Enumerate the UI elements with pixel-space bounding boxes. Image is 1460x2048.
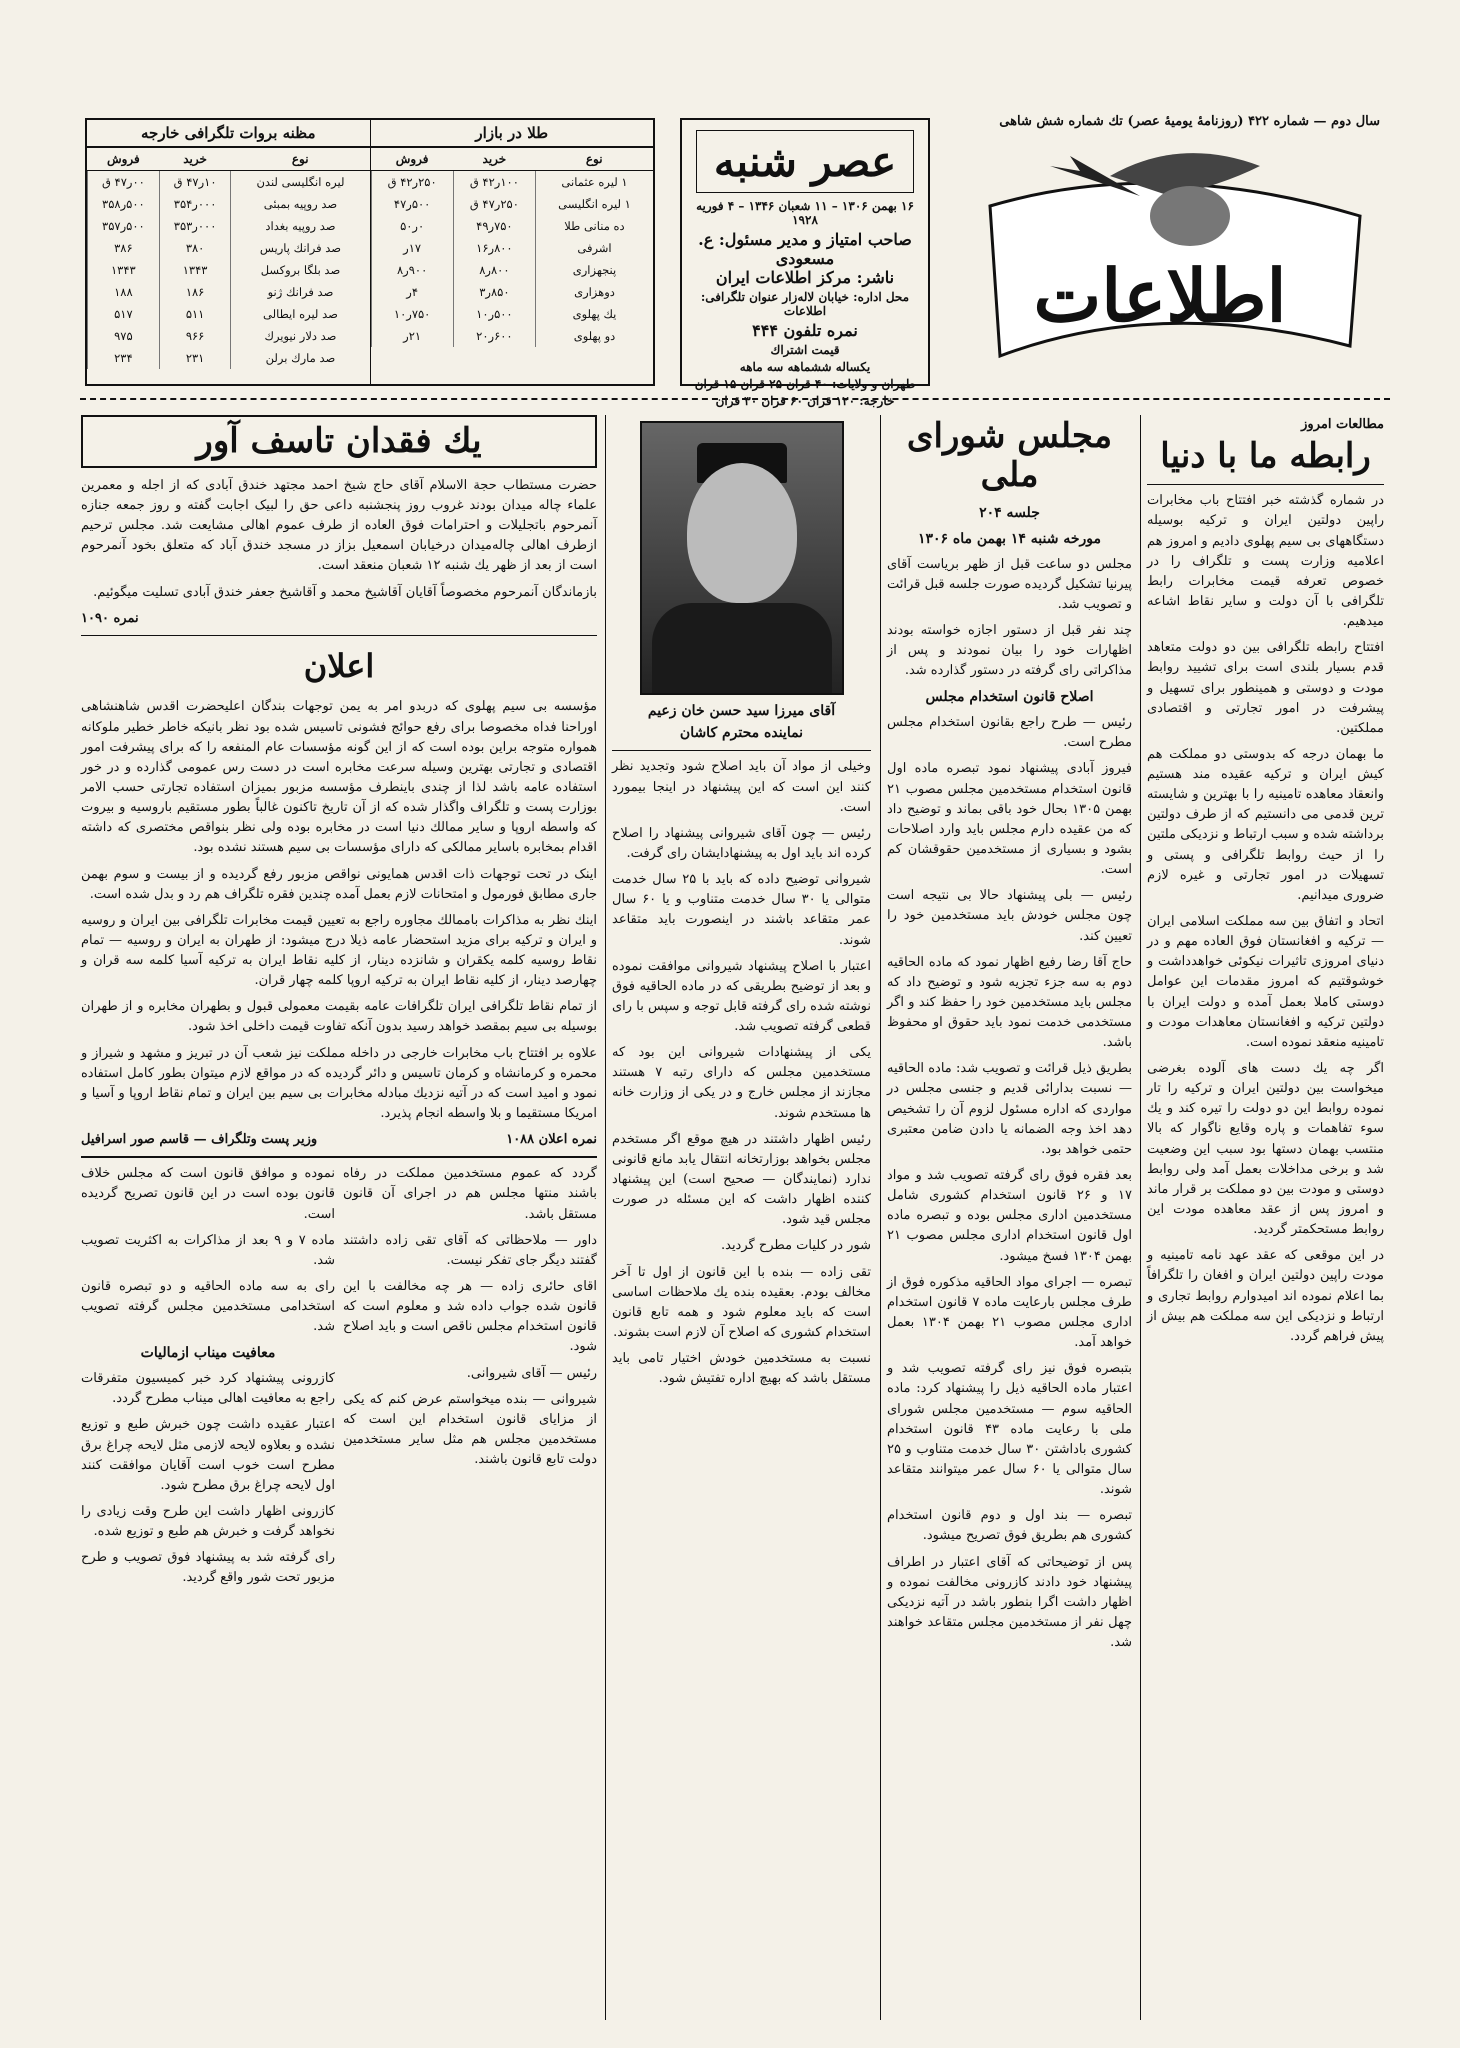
fx-table-cell: ۰۰۰ر۳۵۳ [159,215,231,237]
gold-table-row [371,237,653,259]
gold-table-cell: ۸۰۰ر۸ [453,259,535,281]
fx-table-cell: ۵۰۰ر۳۵۷ [88,215,160,237]
parliament-continued-paragraph: اعتبار با اصلاح پیشنهاد شیروانی موافقت نموده و بعد از توضیح بطریقی که در ماده الحاقیه فوق نوشته شده رای گرفته قابل توجه و سپس با رای قطعی گرفته تصویب شد. [612,958,871,1035]
parliament-continued-paragraph: رئیس اظهار داشتند در هیچ موقع اگر مستخدم مجلس بخواهد بوزارتخانه انتقال یابد مانع قانونی ندارد (نمایندگان — صحیح است) این پیشنهاد کننده اظهار داشت که این مسئله در صورت مجلس قید شود. [612,1131,871,1228]
parliament-paragraph: رئیس — طرح راجع بقانون استخدام مجلس مطرح است. [887,715,1132,751]
portrait-photo [640,421,844,695]
notice-signature: وزیر پست وتلگراف — قاسم صور اسرافیل [81,1132,318,1148]
subscription-label: قیمت اشتراك [770,343,840,357]
fx-table-title: مظنه بروات تلگرافی خارجه [87,120,370,148]
gold-table-row [371,193,653,215]
debate-paragraph: ماده ۷ و ۹ بعد از مذاکرات به اکثریت تصویب شد. [81,1232,335,1268]
gold-table-cell: ۹۰۰ر۸ [371,259,453,281]
parliament-paragraph: فیروز آبادی پیشنهاد نمود تبصره ماده اول قانون استخدام مستخدمین مجلس مصوب ۲۱ بهمن ۱۳۰۵ بحال خود باقی بماند و توضیح داد که من عقیده دارم مجلس باید وارد اصلاحات بشود و بسیاری از مستخدمین حقوقشان کم است. [887,761,1132,878]
session-number: جلسه ۲۰۴ [979,505,1040,522]
lower-right-text [343,1164,597,1594]
parliament-paragraph: تبصره — اجرای مواد الحاقیه مذکوره فوق از طرف مجلس بارعایت ماده ۷ قانون استخدام اداری مجلس مصوب ۲۱ بهمن ۱۳۰۴ بعمل خواهد آمد. [887,1274,1132,1351]
debate-paragraph: شیروانی — بنده میخواستم عرض کنم که یکی از مزایای قانون استخدام این است که مستخدمین مجلس هم مثل سایر مستخدمین دولت تابع قانون باشند. [343,1391,597,1468]
fx-table-cell: صد دلار نیویرك [231,325,370,347]
parliament-continued-paragraph: وخیلی از مواد آن باید اصلاح شود وتجدید نظر کنند این است که این پیشنهاد در اینجا بیمورد است. [612,759,871,815]
parliament-continued-paragraph: تقی زاده — بنده با این قانون از اول تا آخر مخالف بودم. بعقیده بنده یك ملاحظات اساسی است که باید معلوم شود و همه تابع قانون استخدام کشوری که اصلاح آن لازم است بشوند. [612,1264,871,1341]
gold-table-cell: ۵۰۰ر۱۰ [453,303,535,325]
gold-table-cell: ۱۰۰ر۴۲ ق [453,171,535,194]
notice-paragraph: اینك نظر به مذاکرات باممالك مجاوره راجع به تعیین قیمت مخابرات تلگرافی بین ایران و روسیه و ایران و ترکیه برای مزید استحضار عامه ذیلا درج میشود: از طهران به ایران و روسیه — تمام نقاط روسیه کلمه یکقران و شانزده دینار، از کلیه نقاط ایران به ترکیه آسیا کلمه سه قران و چهارصد دینار، از کلیه نقاط ایران به ترکیه اروپا کلمه چهار قران. [81,912,597,989]
notice-paragraph: اینک در تحت توجهات ذات اقدس همایونی نواقص مزبور رفع گردیده و از بیست و سوم بهمن جاری مطابق فورمول و امتحانات لازم بعمل آمده چندین فقره تلگراف هم رد و بدل شده است. [81,866,597,902]
gold-table-cell: ۱۷ر [371,237,453,259]
gold-table-cell: اشرفی [535,237,653,259]
parliament-continued-paragraph: نسبت به مستخدمین خودش اختیار تامی باید مستقل باشد که بهیچ اداره تفتیش شود. [612,1351,871,1387]
debate-paragraph: رئیس — آقای شیروانی. [466,1365,597,1381]
relations-paragraph: در این موقعی که عقد عهد نامه تامینیه و مودت راپین دولتین ایران و افغان را تلگرافاً بما اعلام نموده اند امیدوارم روابط تجاری و ارتباط و نزدیکی این سه مملکت هم بیش از پیش فراهم گردد. [1147,1248,1384,1344]
angel-logo-icon [960,136,1380,386]
notice-headline: اعلان [303,646,375,685]
fx-table-cell: ۲۳۱ [159,347,231,369]
gold-table-cell: پنجهزاری [535,259,653,281]
fx-table-cell: صد روپیه بمبئی [231,193,370,215]
relations-headline: رابطه ما با دنیا [1160,436,1371,477]
parliament-paragraph: رئیس — بلی پیشنهاد حالا بی نتیجه است چون مجلس خودش باید مستخدمین خود را تعیین کند. [887,888,1132,944]
gold-col-type: نوع [535,148,653,171]
fx-table-cell: صد روپیه بغداد [231,215,370,237]
fx-table-cell: ۲۳۴ [88,347,160,369]
subscription-abroad: خارجه: ۱۲۰ قران ۶۰ قران ۳۰ قران [715,394,895,408]
fx-table-cell: ۳۸۰ [159,237,231,259]
notice-paragraph: از تمام نقاط تلگرافی ایران تلگرافات عامه بقیمت معمولی قبول و بطهران مخابره و از طهران بوسیله بی سیم بمقصد خواهد رسید بدون آنکه تفاوت قیمت داخلی اخذ شود. [81,999,597,1035]
gold-table-cell: ۴ر [371,281,453,303]
fx-table-cell: ۱۸۶ [159,281,231,303]
obituary-number: نمره ۱۰۹۰ [81,610,139,626]
parliament-paragraph: بعد فقره فوق رای گرفته تصویب شد و مواد ۱۷ و ۲۶ قانون استخدام کشوری شامل مستخدمین اداری مجلس بوده و تبصره ماده اول قانون استخدام اداری مجلس مصوب ۲۱ بهمن ۱۳۰۴ فسخ میشود. [887,1168,1132,1264]
column-relations [1140,415,1390,2020]
masthead-info-box [680,118,930,408]
gold-table-cell: ۸۵۰ر۳ [453,281,535,303]
gold-table-cell: ۲۵۰ر۴۷ ق [453,193,535,215]
fx-table-cell: صد مارك برلن [231,347,370,369]
notice-paragraph: علاوه بر افتتاح باب مخابرات خارجی در داخله مملکت نیز شعب آن در تبریز و مشهد و شیراز و محمره و کرمانشاه و کرمان تاسیس و دائر گردیده که در مواقع لازم میتوان بطور کامل استفاده نمود و امید است که در آتیه نزدیك مبادله مخابرات بی سیم بین ایران و تمام نقاط اروپا و آسیا و امریکا مستقیما و بلا واسطه انجام پذیرد. [81,1045,597,1122]
fx-col-type: نوع [231,148,370,171]
lower-left-text [81,1164,335,1594]
fx-table-row [88,281,370,303]
gold-table-cell: یك پهلوی [535,303,653,325]
parliament-paragraph: تبصره — بند اول و دوم قانون استخدام کشوری هم بطریق فوق تصریح میشود. [887,1508,1132,1544]
parliament-continued-paragraph: شور در کلیات مطرح گردید. [720,1238,871,1254]
fx-table-cell: لیره انگلیسی لندن [231,171,370,194]
minab-paragraph: رای گرفته شد به پیشنهاد فوق تصویب و طرح مزبور تحت شور واقع گردید. [81,1550,335,1586]
price-tables [85,118,655,386]
issue-line: سال دوم — شماره ۴۲۲ (روزنامهٔ یومیهٔ عصر) تك شماره شش شاهی [999,114,1380,129]
parliament-paragraph: چند نفر قبل از دستور اجازه خواسته بودند اظهارات خود را بیان نمودند و پس از مذاکراتی رای گرفته در دستور گذارده شد. [887,622,1132,679]
relations-paragraph: اگر چه یك دست های آلوده بغرضی میخواست بین دولتین ایران و ترکیه را تار نموده روابط این دو دولت را تیره کند و یك سوء تفاهمات و پاره وقایع ناگوار که بالا منتسب بهمان دستها بود سبب این وضعیت شد و برخی مداخلات بعمل آمد ولی روابط دوستی و مودت بین دو مملکت بر قرار ماند و امروز پس از عقد معاهده مودت این روابط مستحکمتر گردید. [1147,1061,1384,1238]
gold-table-cell: دو پهلوی [535,325,653,347]
parliament-headline: مجلس شورای ملی [906,416,1113,496]
parliament-continued-paragraph: یکی از پیشنهادات شیروانی این بود که مستخدمین مجلس که دارای رتبه ۷ هستند مجازند از مجلس خارج و در یکی از وزارت خانه ها مستخدم شوند. [612,1045,871,1121]
fx-table-row [88,171,370,194]
gold-table-cell: ۸۰۰ر۱۶ [453,237,535,259]
fx-table-cell: ۵۰۰ر۳۵۸ [88,193,160,215]
fx-table-row [88,303,370,325]
masthead-divider [80,398,1390,400]
fx-col-sell: فروش [88,148,160,171]
subscription-header: یکساله ششماهه سه ماهه [739,360,871,374]
obituary-paragraph: حضرت مستطاب حجة الاسلام آقای حاج شیخ احمد مجتهد خندق آبادی که از اجله و معمرین علماء چاله میدان بودند غروب روز پنجشنبه داعی حق را لبیک اجابت گفته و روز جمعه جنازه آنمرحوم باتجلیلات و احترامات فوق العاده از طرف عموم اهالی مشایعت شد. مجلس ترحیم ازطرف اهالی چاله‌میدان درخیابان اسمعیل بزاز در مسجد خندق آباد که متعلق بخود آنمرحوم است از بعد از ظهر یك شنبه ۱۲ شعبان منعقد است. [81,477,597,574]
gold-table-cell: ۶۰۰ر۲۰ [453,325,535,347]
fx-table-cell: ۱۳۴۳ [88,259,160,281]
gold-table-cell: ۲۱ر [371,325,453,347]
owner-line: صاحب امتیاز و مدیر مسئول: ع. مسعودی [698,230,912,268]
minab-tax-subhead: معافیت میناب ازمالیات [140,1345,276,1362]
minab-paragraph: اعتبار عقیده داشت چون خبرش طبع و توزیع نشده و بعلاوه لایحه لازمی مثل لایحه چراغ برق مطرح است خوب است آقایان موافقت کنند اول لایحه چراغ برق مطرح شود. [81,1417,335,1493]
gold-table-cell: ۱ لیره عثمانی [535,171,653,194]
notice-paragraph: مؤسسه بی سیم پهلوی که دربدو امر به یمن توجهات بندگان اعلیحضرت اقدس شاهنشاهی اوراحنا فداه مخصوصا برای رفع حوائج فشونی تاسیس شده بود نظر بانیکه خاطر خطیر ملوکانه همواره متوجه براین بوده است که از این گونه مؤسسات عام المنفعه را که برای پیشرفت امور اقتصادی و تجارتی بهترین وسیله سرعت مخابره است در دست رس عمومی گذارده و در خور استفاده عامه باشد لذا از چندی باینطرف مؤسسه مزبور بمیزان استفاده تجارتی حسب الامر بوزارت پست و تلگراف واگذار شده که از آن تاریخ تاکنون غالباً بطور مستقیم باروسیه و بیروت که واسطه اروپا و سایر ممالك دنیا است در مخابره بوده ولی نظر بنواقص مختصری که داشته اقدام بمخابره باسایر ممالکی که دارای مؤسسات بی سیم هستند نشده بود. [81,699,597,856]
debate-paragraph: داور — ملاحظاتی که آقای تقی زاده داشتند گفتند دیگر جای تفکر نیست. [343,1232,597,1268]
parliament-continued-paragraph: رئیس — چون آقای شیروانی پیشنهاد را اصلاح کرده اند باید اول به پیشنهادایشان رای گرفت. [612,825,871,861]
fx-table-cell: ۱۰ر۴۷ ق [159,171,231,194]
gold-table-cell: ۰ر۵۰ [371,215,453,237]
gold-col-sell: فروش [371,148,453,171]
gold-table-row [371,259,653,281]
gold-table-cell: ۷۵۰ر۴۹ [453,215,535,237]
fx-table-cell: ۰۰ر۴۷ ق [88,171,160,194]
column-portrait [605,415,877,2020]
column-kicker: مطالعات امروز [1301,417,1384,432]
fx-table-cell: صد لیره ایطالی [231,303,370,325]
parliament-paragraph: مجلس دو ساعت قبل از ظهر بریاست آقای پیرنیا تشکیل گردیده صورت جلسه قبل قرائت و تصویب شد. [887,556,1132,612]
fx-table-row [88,259,370,281]
phone-line: نمره تلفون ۴۴۴ [752,321,858,340]
parliament-paragraph: بطریق ذیل قرائت و تصویب شد: ماده الحاقیه — نسبت بدارائی قدیم و جنسی مجلس در مواردی که اداره مسئول لزوم آن را تشخیص دهد اخذ وجه الضمانه یا دادن ضامن معتبری حتمی خواهد بود. [887,1061,1132,1157]
fx-table-row [88,347,370,369]
column-parliament [880,415,1138,2020]
fx-col-buy: خرید [159,148,231,171]
debate-paragraph: نموده و موافق قانون است که مجلس خلاف قانون بوده است در این قانون تصریح گردیده است. [81,1166,335,1222]
debate-paragraph: رای به سه ماده الحاقیه و دو تبصره قانون استخدامی مستخدمین مجلس گرفته تصویب شد. [81,1279,335,1335]
parliament-paragraph: حاج آقا رضا رفیع اظهار نمود که ماده الحاقیه دوم به سه جزء تجزیه شود و توضیح داد که مجلس باید مستخدمین خود را حفظ کند و اگر مستخدمی خدمت نمود باید حقوق او محفوظ باشد. [887,954,1132,1051]
gold-table-row [371,303,653,325]
fx-table-cell: ۰۰۰ر۳۵۴ [159,193,231,215]
gold-table-title: طلا در بازار [371,120,654,148]
gold-table-row [371,281,653,303]
relations-paragraph: افتتاح رابطه تلگرافی بین دو دولت متعاهد قدم بسیار بلندی است برای تشیید روابط مودت و دوستی و همینطور برای تسهیل و پیشرفت در امور تجارتی و اقتصادی مملکتین. [1147,640,1384,736]
fx-table-cell: ۱۸۸ [88,281,160,303]
fx-table-row [88,193,370,215]
portrait-caption-name: آقای میرزا سید حسن خان زعیم [647,703,836,719]
obituary-paragraph: بازماندگان آنمرحوم مخصوصاً آقایان آقاشیخ محمد و آقاشیخ جعفر خندق آبادی تسلیت میگوئیم. [93,584,597,600]
fx-table [87,120,370,384]
fx-table-row [88,237,370,259]
brand-title: عصر شنبه [696,130,914,193]
parliament-continued-paragraph: شیروانی توضیح داده که باید با ۲۵ سال خدمت متوالی یا ۳۰ سال خدمت متناوب و یا ۶۰ سال عمر متقاعد باشند در اینصورت باید متقاعد شوند. [612,872,871,948]
gold-table-row [371,215,653,237]
subscription-tehran: طهران و ولایات: ۴۰ قران ۲۵ قران ۱۵ قران [694,377,916,391]
parliament-paragraph: پس از توضیحاتی که آقای اعتبار در اطراف پیشنهاد خود دادند کازرونی مخالفت نموده و اظهار داشت اگرا بنطور باشد در آتیه نزدیکی چهل نفر از مستخدمین مجلس متقاعد خواهند شد. [887,1554,1132,1651]
gold-table-cell: ۷۵۰ر۱۰ [371,303,453,325]
gold-table-cell: ده منانی طلا [535,215,653,237]
session-date: مورخه شنبه ۱۴ بهمن ماه ۱۳۰۶ [917,530,1102,547]
obituary-headline: یك فقدان تاسف آور [81,415,597,468]
gold-table-row [371,325,653,347]
gold-table [370,120,654,384]
gold-table-cell: ۱ لیره انگلیسی [535,193,653,215]
fx-table-cell: ۵۱۷ [88,303,160,325]
fx-table-row [88,325,370,347]
office-line: محل اداره: خیابان لاله‌زار عنوان تلگرافی: اطلاعات [700,290,910,318]
column-obituary-notice [75,415,603,2020]
date-line: ۱۶ بهمن ۱۳۰۶ – ۱۱ شعبان ۱۳۴۶ – ۴ فوریه ۱۹۲۸ [696,199,914,227]
gold-table-cell: ۵۰۰ر۴۷ [371,193,453,215]
fx-table-cell: ۳۸۶ [88,237,160,259]
parliament-paragraph: بتبصره فوق نیز رای گرفته تصویب شد و اعتبار ماده الحاقیه ذیل را پیشنهاد کرد: ماده الحاقیه سوم — مستخدمین مجلس شورای ملی با رعایت ماده ۴۳ قانون استخدام کشوری باداشتن ۳۰ سال خدمت متناوب و ۲۵ سال متوالی یا ۶۰ سال عمر میتوانند متقاعد شوند. [887,1361,1132,1498]
gold-col-buy: خرید [453,148,535,171]
relations-paragraph: در شماره گذشته خبر افتتاح باب مخابرات راپین دولتین ایران و ترکیه بوسیله دستگاههای بی سیم پهلوی دادیم و امروز هم اعلامیه وزارت پست و تلگراف را در خصوص تعرفه قیمت مخابرات رابط تلگرافی با آن دولت و سایر نقاط اشاعه میدهیم. [1147,493,1384,630]
relations-paragraph: اتحاد و اتفاق بین سه مملکت اسلامی ایران — ترکیه و افغانستان فوق العاده مهم و در دنیای امروزی تاثیرات نیکوئی خواهدداشت و خوشوقتیم که امروز مقدمات این عوامل دوستی کاملا بعمل آمده و دولت ایران با دولتین ترکیه و افغانستان معاهدات مودت و تامینیه منعقد نموده است. [1147,914,1384,1050]
notice-number: نمره اعلان ۱۰۸۸ [506,1132,597,1148]
publisher-line: ناشر: مرکز اطلاعات ایران [715,268,895,287]
gold-table-row [371,171,653,194]
gold-table-cell: دوهزاری [535,281,653,303]
fx-table-cell: صد فرانك پاریس [231,237,370,259]
fx-table-cell: ۹۶۶ [159,325,231,347]
minab-paragraph: کازرونی پیشنهاد کرد خبر کمیسیون متفرقات راجع به معافیت اهالی میناب مطرح گردد. [81,1371,335,1407]
debate-paragraph: اقای حائری زاده — هر چه مخالفت با این قانون شده جواب داده شد و معلوم است که قانون استخدام مجلس ناقص است و باید اصلاح شود. [343,1279,597,1355]
fx-table-cell: ۹۷۵ [88,325,160,347]
relations-paragraph: ما بهمان درجه که بدوستی دو مملکت هم کیش ایران و ترکیه عقیده مند هستیم وانعقاد معاهده تامینیه را با بهترین و شایسته ترین قدمی می دانستیم که از طرف دولتین برداشته شده و سبب ارتباط و نزدیکی ملتین را از حیث روابط تلگرافی و پستی و تسهیلات در امور تجارتی و غیره لازم ضروری میدانیم. [1147,746,1384,903]
portrait-caption-title: نماینده محترم کاشان [679,724,804,741]
logo-wordmark: اطلاعات [1033,253,1287,338]
fx-table-cell: صد فرانك ژنو [231,281,370,303]
minab-paragraph: کازرونی اظهار داشت این طرح وقت زیادی را نخواهد گرفت و خبرش هم طبع و توزیع شده. [81,1503,335,1540]
gold-table-cell: ۲۵۰ر۴۲ ق [371,171,453,194]
debate-paragraph: گردد که عموم مستخدمین مملکت در رفاه باشند منتها مجلس هم در اجرای آن قانون مستقل باشد. [343,1166,597,1222]
fx-table-cell: صد بلگا بروکسل [231,259,370,281]
fx-table-cell: ۱۳۴۳ [159,259,231,281]
fx-table-row [88,215,370,237]
employment-law-subhead: اصلاح قانون استخدام مجلس [925,689,1094,706]
fx-table-cell: ۵۱۱ [159,303,231,325]
